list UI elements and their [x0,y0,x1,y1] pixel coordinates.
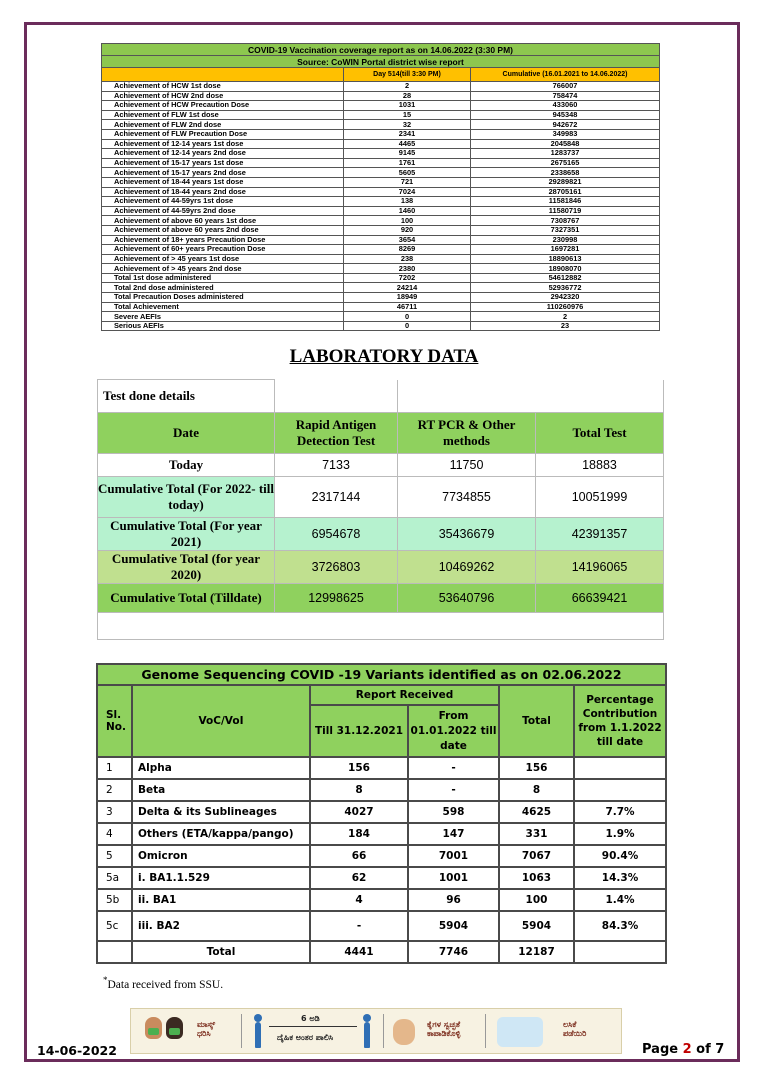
page-number: Page 2 of 7 [642,1042,725,1057]
vaccination-day-value: 100 [344,216,471,226]
vaccination-cumulative-value: 1697281 [471,245,660,255]
genome-variant-name: ii. BA1 [132,889,310,911]
genome-sl: 4 [97,823,132,845]
genome-sl: 2 [97,779,132,801]
vaccination-title: COVID-19 Vaccination coverage report as on 14.06.2022 (3:30 PM) [102,44,660,56]
vaccination-day-value: 4465 [344,139,471,149]
vaccination-row-label: Achievement of above 60 years 1st dose [102,216,344,226]
hand-wash-text: ಕೈಗಳ ಸ್ವಚ್ಛತೆ ಕಾಪಾಡಿಕೊಳ್ಳಿ [427,1020,461,1038]
vaccination-day-value: 721 [344,177,471,187]
vaccination-day-value: 18949 [344,293,471,303]
genome-row [97,867,666,889]
vaccination-row [102,129,660,139]
vaccination-row-label: Achievement of HCW Precaution Dose [102,101,344,111]
genome-from-2022: 1001 [408,867,499,889]
vaccination-cumulative-value: 758474 [471,91,660,101]
blank-cell [398,380,664,413]
lab-header-date: Date [98,413,275,454]
vaccination-cumulative-value: 2338658 [471,168,660,178]
genome-total: 156 [499,757,574,779]
lab-header-rat: Rapid Antigen Detection Test [275,413,398,454]
genome-percentage: 90.4% [574,845,666,867]
vaccination-cumulative-value: 349983 [471,129,660,139]
lab-rtpcr-value: 53640796 [398,584,536,613]
genome-from-2022: - [408,757,499,779]
blank-row [98,613,664,640]
vaccination-row-label: Achievement of 60+ years Precaution Dose [102,245,344,255]
genome-total: 5904 [499,911,574,941]
vaccination-cumulative-value: 23 [471,321,660,331]
genome-header-voc: VoC/VoI [132,685,310,757]
distance-label: 6 ಅಡಿ [301,1014,320,1023]
vaccination-day-value: 32 [344,120,471,130]
lab-rat-value: 2317144 [275,477,398,518]
vaccination-row-label: Achievement of FLW 1st dose [102,110,344,120]
genome-from-2022: 7001 [408,845,499,867]
person-icon [364,1022,370,1048]
blank-cell [275,380,398,413]
genome-row [97,801,666,823]
lab-rtpcr-value: 7734855 [398,477,536,518]
vaccination-cumulative-value: 110260976 [471,302,660,312]
vaccination-cumulative-value: 7327351 [471,225,660,235]
genome-total: 4625 [499,801,574,823]
lab-rat-value: 6954678 [275,518,398,551]
genome-total-label: Total [132,941,310,963]
genome-variant-name: Others (ETA/kappa/pango) [132,823,310,845]
genome-total: 1063 [499,867,574,889]
lab-row-label: Today [98,454,275,477]
vaccination-row-label: Achievement of > 45 years 2nd dose [102,264,344,274]
test-done-details-label: Test done details [98,380,275,413]
genome-header-from: From 01.01.2022 till date [408,705,499,757]
genome-header-percentage: Percentage Contribution from 1.1.2022 till date [574,685,666,757]
vaccination-row [102,120,660,130]
genome-row [97,823,666,845]
footnote: *Data received from SSU. [103,975,224,991]
vaccination-cumulative-value: 18890613 [471,254,660,264]
vaccination-row-label: Achievement of 44-59yrs 1st dose [102,197,344,207]
distance-text: ದೈಹಿಕ ಅಂತರ ಪಾಲಿಸಿ [277,1033,334,1042]
genome-sl: 5c [97,911,132,941]
genome-sl: 5b [97,889,132,911]
lab-row [98,477,664,518]
vaccination-day-value: 9145 [344,149,471,159]
vaccination-cumulative-value: 1283737 [471,149,660,159]
vaccination-day-value: 1031 [344,101,471,111]
lab-total-value: 10051999 [536,477,664,518]
genome-till-2021: 184 [310,823,408,845]
vaccination-row-label: Achievement of FLW Precaution Dose [102,129,344,139]
vaccination-cumulative-value: 945348 [471,110,660,120]
vaccination-cumulative-value: 230998 [471,235,660,245]
vaccination-row-label: Achievement of 18+ years Precaution Dose [102,235,344,245]
vaccination-row [102,177,660,187]
vaccination-row-label: Serious AEFIs [102,321,344,331]
vaccination-day-value: 1460 [344,206,471,216]
genome-till-2021: 8 [310,779,408,801]
masked-face-icon [145,1017,162,1039]
genome-title: Genome Sequencing COVID -19 Variants identified as on 02.06.2022 [97,664,666,685]
genome-till-2021: - [310,911,408,941]
genome-header-report: Report Received [310,685,499,705]
vaccination-header-empty [102,68,344,82]
vaccination-row-label: Achievement of > 45 years 1st dose [102,254,344,264]
vaccination-header-cumulative: Cumulative (16.01.2021 to 14.06.2022) [471,68,660,82]
lab-row-label: Cumulative Total (For 2022- till today) [98,477,275,518]
vaccination-row [102,283,660,293]
genome-variant-name: iii. BA2 [132,911,310,941]
genome-variant-name: i. BA1.1.529 [132,867,310,889]
vaccination-day-value: 8269 [344,245,471,255]
genome-total-from: 7746 [408,941,499,963]
vaccination-row-label: Achievement of 12-14 years 1st dose [102,139,344,149]
double-arrow-icon [269,1026,357,1027]
vaccination-row-label: Achievement of 44-59yrs 2nd dose [102,206,344,216]
vaccination-icon [497,1017,543,1047]
vaccination-row [102,197,660,207]
lab-row-label: Cumulative Total (For year 2021) [98,518,275,551]
vaccination-cumulative-value: 11581846 [471,197,660,207]
vaccination-day-value: 3654 [344,235,471,245]
genome-sl: 5 [97,845,132,867]
vaccination-row [102,235,660,245]
genome-variant-name: Beta [132,779,310,801]
genome-till-2021: 62 [310,867,408,889]
vaccination-row-label: Achievement of 18-44 years 2nd dose [102,187,344,197]
lab-header-rtpcr: RT PCR & Other methods [398,413,536,454]
vaccination-row [102,293,660,303]
genome-variant-name: Omicron [132,845,310,867]
vaccination-day-value: 46711 [344,302,471,312]
vaccination-row [102,321,660,331]
divider [383,1014,384,1048]
genome-from-2022: 147 [408,823,499,845]
lab-header-total: Total Test [536,413,664,454]
mask-text: ಮಾಸ್ಕ್ ಧರಿಸಿ [197,1020,216,1038]
genome-percentage: 84.3% [574,911,666,941]
hand-wash-icon [393,1019,415,1045]
vaccination-cumulative-value: 18908070 [471,264,660,274]
genome-percentage: 1.9% [574,823,666,845]
genome-header-till: Till 31.12.2021 [310,705,408,757]
genome-row [97,779,666,801]
lab-rtpcr-value: 11750 [398,454,536,477]
vaccination-row-label: Achievement of 15-17 years 2nd dose [102,168,344,178]
vaccination-day-value: 0 [344,321,471,331]
vaccination-row [102,216,660,226]
genome-from-2022: - [408,779,499,801]
divider [485,1014,486,1048]
genome-total: 100 [499,889,574,911]
genome-row [97,845,666,867]
lab-row-label: Cumulative Total (Tilldate) [98,584,275,613]
lab-rat-value: 12998625 [275,584,398,613]
vaccination-header-day: Day 514(till 3:30 PM) [344,68,471,82]
vaccination-source: Source: CoWIN Portal district wise report [102,56,660,68]
vaccination-day-value: 2 [344,82,471,92]
genome-row [97,911,666,941]
vaccination-row [102,139,660,149]
vaccination-row-label: Achievement of above 60 years 2nd dose [102,225,344,235]
genome-till-2021: 4027 [310,801,408,823]
vaccination-day-value: 7024 [344,187,471,197]
genome-till-2021: 66 [310,845,408,867]
vaccination-row [102,245,660,255]
vaccination-row [102,149,660,159]
covid-appropriate-behaviour-banner [130,1008,622,1054]
vaccination-row-label: Achievement of 15-17 years 1st dose [102,158,344,168]
genome-sequencing-table [96,663,667,964]
genome-total: 331 [499,823,574,845]
vaccination-row [102,168,660,178]
genome-variant-name: Delta & its Sublineages [132,801,310,823]
genome-sl: 5a [97,867,132,889]
person-icon [255,1022,261,1048]
vaccination-cumulative-value: 29289821 [471,177,660,187]
vaccination-row [102,302,660,312]
genome-header-sl: Sl. No. [97,685,132,757]
lab-row [98,584,664,613]
vaccination-row [102,158,660,168]
genome-variant-name: Alpha [132,757,310,779]
genome-percentage [574,757,666,779]
vaccination-row-label: Total 2nd dose administered [102,283,344,293]
genome-row [97,757,666,779]
report-date: 14-06-2022 [37,1043,117,1058]
lab-heading: LABORATORY DATA [289,346,479,367]
vaccination-row-label: Achievement of 18-44 years 1st dose [102,177,344,187]
genome-total-total: 12187 [499,941,574,963]
vaccination-day-value: 28 [344,91,471,101]
lab-rat-value: 3726803 [275,551,398,584]
lab-total-value: 14196065 [536,551,664,584]
vaccination-row-label: Achievement of HCW 1st dose [102,82,344,92]
lab-total-value: 42391357 [536,518,664,551]
genome-percentage [574,779,666,801]
vaccination-row [102,264,660,274]
vaccination-row-label: Achievement of FLW 2nd dose [102,120,344,130]
lab-rtpcr-value: 10469262 [398,551,536,584]
vaccination-day-value: 2380 [344,264,471,274]
vaccination-row-label: Achievement of HCW 2nd dose [102,91,344,101]
lab-rtpcr-value: 35436679 [398,518,536,551]
vaccination-day-value: 7202 [344,273,471,283]
vaccination-cumulative-value: 942672 [471,120,660,130]
vaccination-day-value: 1761 [344,158,471,168]
vaccination-row [102,225,660,235]
vaccination-cumulative-value: 7308767 [471,216,660,226]
genome-till-2021: 156 [310,757,408,779]
divider [241,1014,242,1048]
vaccination-row [102,82,660,92]
genome-sl: 3 [97,801,132,823]
vaccination-row-label: Total Achievement [102,302,344,312]
genome-from-2022: 598 [408,801,499,823]
lab-rat-value: 7133 [275,454,398,477]
lab-row [98,518,664,551]
vaccination-cumulative-value: 2 [471,312,660,322]
vaccination-row [102,101,660,111]
genome-percentage: 7.7% [574,801,666,823]
vaccination-cumulative-value: 52936772 [471,283,660,293]
lab-row-label: Cumulative Total (for year 2020) [98,551,275,584]
vaccination-cumulative-value: 2942320 [471,293,660,303]
vaccination-cumulative-value: 28705161 [471,187,660,197]
vaccination-cumulative-value: 2045848 [471,139,660,149]
genome-sl: 1 [97,757,132,779]
genome-from-2022: 5904 [408,911,499,941]
vaccination-row-label: Total Precaution Doses administered [102,293,344,303]
vaccination-row-label: Severe AEFIs [102,312,344,322]
laboratory-table [97,379,664,640]
blank-cell [574,941,666,963]
genome-percentage: 1.4% [574,889,666,911]
vaccination-row [102,110,660,120]
vaccination-cumulative-value: 433060 [471,101,660,111]
genome-total-row [97,941,666,963]
vaccination-row [102,312,660,322]
masked-face-icon [166,1017,183,1039]
genome-till-2021: 4 [310,889,408,911]
vaccination-row [102,273,660,283]
genome-header-total: Total [499,685,574,757]
lab-row [98,454,664,477]
vaccination-day-value: 138 [344,197,471,207]
blank-cell [97,941,132,963]
vaccination-day-value: 238 [344,254,471,264]
vaccination-cumulative-value: 54612882 [471,273,660,283]
vaccination-day-value: 2341 [344,129,471,139]
lab-total-value: 66639421 [536,584,664,613]
genome-percentage: 14.3% [574,867,666,889]
vaccination-row-label: Total 1st dose administered [102,273,344,283]
genome-row [97,889,666,911]
genome-total: 8 [499,779,574,801]
vaccination-table [101,43,660,331]
vaccination-row [102,206,660,216]
genome-from-2022: 96 [408,889,499,911]
vaccination-day-value: 5605 [344,168,471,178]
lab-total-value: 18883 [536,454,664,477]
lab-row [98,551,664,584]
vaccination-cumulative-value: 11580719 [471,206,660,216]
vaccination-row [102,187,660,197]
vaccination-cumulative-value: 766007 [471,82,660,92]
vaccination-row [102,91,660,101]
vaccination-day-value: 0 [344,312,471,322]
vaccination-row [102,254,660,264]
vaccination-row-label: Achievement of 12-14 years 2nd dose [102,149,344,159]
vaccination-cumulative-value: 2675165 [471,158,660,168]
genome-total: 7067 [499,845,574,867]
vaccination-text: ಲಸಿಕೆ ಪಡೆಯಿರಿ [563,1020,587,1038]
genome-total-till: 4441 [310,941,408,963]
vaccination-day-value: 920 [344,225,471,235]
vaccination-day-value: 15 [344,110,471,120]
vaccination-day-value: 24214 [344,283,471,293]
